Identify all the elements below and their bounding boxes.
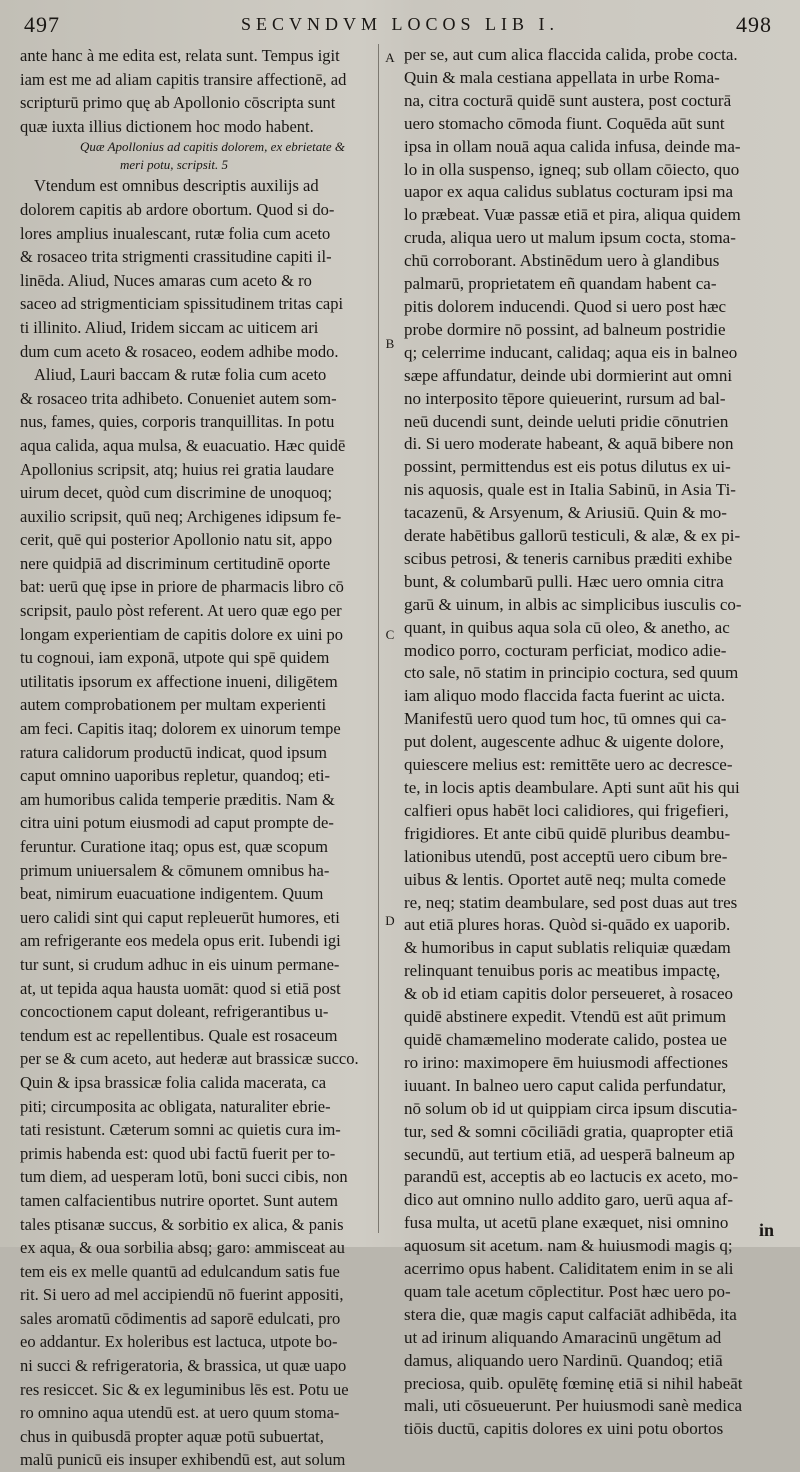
- text-line: nis aquosis, quale est in Italia Sabinū, in Asia Ti-: [404, 480, 736, 500]
- text-line: uero stomacho cōmoda fiunt. Coquēda aūt sunt: [404, 113, 725, 133]
- text-line: uero calidi sint qui caput repleuerūt humores, eti: [20, 907, 340, 927]
- text-line: tacazenū, & Arsyenum, & Ariusiū. Quin & mo-: [404, 503, 727, 523]
- text-line: probe dormire nō possint, ad balneum postridie: [404, 319, 726, 339]
- text-line: quant, in quibus aqua sola cū oleo, & anetho, ac: [404, 617, 730, 637]
- text-line: garū & uinum, in albis ac simplicibus iusculis co-: [404, 594, 742, 614]
- text-line: per se & cum aceto, aut hederæ aut brassicæ succo.: [20, 1049, 359, 1069]
- text-line: longam experientiam de capitis dolore ex uini po: [20, 624, 344, 644]
- text-line: mali, uti cōsueuerunt. Per huiusmodi sanè medica: [404, 1396, 743, 1416]
- text-line: Manifestū uero quod tum hoc, tū omnes qui ca-: [404, 709, 727, 729]
- text-line: sæpe affundatur, deinde ubi dormierint aut omni: [404, 365, 733, 385]
- text-line: put dolent, augescente adhuc & uigente dolore,: [404, 732, 725, 752]
- text-line: sales aromatū cōdimentis ad saporē edulcati, pro: [20, 1308, 341, 1328]
- text-line: bat: uerū quę ipse in priore de pharmacis libro cō: [20, 577, 344, 597]
- text-line: ro irino: maximopere ēm huiusmodi affectiones: [404, 1052, 729, 1072]
- text-line: utilitatis ipsorum ex affectione inueni, diligētem: [20, 671, 338, 691]
- text-line: palmarū, proprietatem eñ quandam habent ca-: [404, 274, 717, 294]
- text-line: ut ad irinum aliquando Amaracinū ungētum ad: [404, 1327, 722, 1347]
- text-line: rit. Si uero ad mel accipiendū nō fuerint appositi,: [20, 1285, 344, 1305]
- text-line: lores amplius inualescant, rutæ folia cum aceto: [20, 223, 331, 243]
- text-line: Apollonius scripsit, atq; huius rei gratia laudare: [20, 459, 334, 479]
- text-line: nere quidpiā ad discriminum certitudinē oporte: [20, 553, 331, 573]
- text-line: lationibus utendū, post acceptū uero cibum bre-: [404, 846, 728, 866]
- text-line: nus, fames, quies, corporis tranquillitas. In potu: [20, 412, 335, 432]
- right-column: [404, 44, 782, 1439]
- text-line: Quin & mala cestiana appellata in urbe Roma-: [404, 67, 720, 87]
- text-line: ratura calidorum productū indicat, quod ipsum: [20, 742, 328, 762]
- text-line: lo præbeat. Vuæ passæ etiā et pira, aliqua quidem: [404, 205, 741, 225]
- text-line: ni succi & refrigeratoria, & brassica, ut quæ uapo: [20, 1356, 347, 1376]
- text-line: autem comprobationem per multam experienti: [20, 695, 327, 715]
- left-column-body: [20, 174, 374, 1472]
- text-line: & ob id etiam capitis dolor perseueret, à rosaceo: [404, 984, 734, 1004]
- text-line: cto sale, nō statim in principio coctura, sed quum: [404, 663, 739, 683]
- text-line: ti illinito. Aliud, Iridem siccam ac uiticem ari: [20, 317, 319, 337]
- text-line: tu cognoui, iam exponā, utpote qui spē quidem: [20, 648, 330, 668]
- text-line: bunt, & columbarū pulli. Hæc uero omnia citra: [404, 571, 724, 591]
- text-line: res resiccet. Sic & ex leguminibus lēs est. Potu ue: [20, 1379, 349, 1399]
- text-line: aut etiā plures horas. Quòd si-quādo ex uaporib.: [404, 915, 731, 935]
- text-line: te, in locis aptis deambulare. Apti sunt aūt his qui: [404, 778, 740, 797]
- text-line: lo in olla suspenso, igneq; sub ollam cōiecto, quo: [404, 159, 740, 179]
- text-line: relinquant tenuibus poris ac meatibus impactę,: [404, 961, 721, 981]
- text-line: Aliud, Lauri baccam & rutæ folia cum aceto: [34, 365, 327, 385]
- left-column: [20, 44, 374, 1470]
- text-line: & rosaceo trita strigmenti crassitudine capiti il-: [20, 247, 332, 267]
- text-line: damus, aliquando uero Nardinū. Quandoq; etiā: [404, 1350, 723, 1370]
- text-line: iam est me ad aliam capitis transire affectionē, ad: [20, 69, 347, 89]
- text-line: tur, sed & somni cōciliādi gratia, quapropter etiā: [404, 1121, 734, 1141]
- text-line: & rosaceo trita adhibeto. Conueniet autem som-: [20, 388, 337, 408]
- text-line: uibus & lentis. Oportet autē neq; multa comede: [404, 869, 726, 889]
- text-line: cruda, aliqua uero ut malum ipsum cocta, stoma-: [404, 228, 736, 248]
- margin-letter-d: D: [385, 913, 395, 928]
- text-line: tendum est ac repellentibus. Quale est rosaceum: [20, 1025, 338, 1045]
- text-line: citra uini potum eiusmodi ad caput prompte de-: [20, 813, 334, 833]
- section-heading: [20, 138, 374, 174]
- text-line: tem eis ex melle quantū ad edulcandum satis fue: [20, 1261, 340, 1281]
- text-line: dum cum aceto & rosaceo, eodem adhibe modo.: [20, 341, 339, 361]
- text-line: stera die, quæ magis caput calfaciāt adhibēda, ita: [404, 1304, 737, 1324]
- left-column-intro: [20, 44, 374, 138]
- text-line: neū ducendi sunt, deinde ueluti pridie cōnutrien: [404, 411, 729, 431]
- text-line: malū punicū eis insuper exhibendū est, aut solum: [20, 1450, 346, 1470]
- text-line: parandū est, acceptis ab eo lactucis ex aceto, mo-: [404, 1167, 739, 1187]
- text-line: auxilio scripsit, quū neq; Archigenes idipsum fe-: [20, 506, 342, 526]
- text-line: quidē chamæmelino moderate calido, postea ue: [404, 1029, 727, 1049]
- text-line: chus in quibusdā propter aquæ potū subuertat,: [20, 1426, 324, 1446]
- text-line: di. Si uero moderate habeant, & aquā bibere non: [404, 434, 734, 454]
- text-line: no interposito tēpore quieuerint, rursum ad bal-: [404, 388, 726, 408]
- text-line: linēda. Aliud, Nuces amaras cum aceto & ro: [20, 270, 312, 290]
- text-line: pitis dolorem inducendi. Quod si uero post hæc: [404, 296, 727, 316]
- heading-line: Quæ Apollonius ad capitis dolorem, ex ebrietate &: [80, 139, 346, 155]
- text-line: ex aqua, & oua sorbilia absq; garo: ammisceat au: [20, 1238, 345, 1258]
- text-line: quidē abstinere expedit. Vtendū est aūt primum: [404, 1007, 727, 1027]
- text-line: na, citra cocturā quidē sunt austera, post cocturā: [404, 90, 732, 110]
- text-line: possint, permittendus est eis potus dilutus ex ui-: [404, 457, 731, 477]
- text-line: derate habētibus gallorū testiculi, & alæ, & ex pi-: [404, 526, 741, 546]
- text-line: at, ut tepida aqua hausta uomāt: quod si etiā post: [20, 978, 341, 998]
- text-line: re, neq; statim deambulare, sed post duas aut tres: [404, 892, 738, 912]
- text-line: cerit, quē qui posterior Apollonio natu sit, appo: [20, 530, 333, 550]
- margin-letter-a: A: [385, 50, 395, 65]
- text-line: saceo ad strigmenticiam spissitudinem tritas capi: [20, 294, 344, 314]
- margin-letter-b: B: [385, 336, 395, 351]
- running-header: [0, 0, 800, 42]
- heading-line: meri potu, scripsit. 5: [120, 157, 228, 173]
- text-line: secundū, aut tertium etiā, ad uesperā balneum ap: [404, 1144, 735, 1164]
- text-line: scripsit, paulo pòst referent. At uero quæ ego per: [20, 601, 342, 621]
- text-line: aqua calida, aqua mulsa, & euacuatio. Hæc quidē: [20, 435, 346, 455]
- text-line: uirum decet, quòd cum discrimine de unoquoq;: [20, 483, 333, 503]
- text-line: caput omnino uaporibus repletur, quandoq; eti-: [20, 766, 331, 786]
- text-line: tamen calfacientibus nutrire oportet. Sunt autem: [20, 1190, 338, 1210]
- text-line: am refrigerante eos medela opus erit. Iubendi igi: [20, 931, 341, 951]
- text-line: modico porro, cocturam perficiat, modico adie-: [404, 640, 727, 660]
- text-line: piti; circumposita ac obligata, naturaliter ebrie-: [20, 1096, 331, 1116]
- text-line: ipsa in ollam nouā aqua calida infusa, deinde ma-: [404, 136, 741, 156]
- text-line: scripturū primo quę ab Apollonio cōscripta sunt: [20, 93, 336, 113]
- text-line: nō solum ob id ut quippiam circa ipsum discutia-: [404, 1098, 738, 1118]
- margin-letter-c: C: [385, 627, 395, 642]
- text-line: am feci. Capitis itaq; dolorem ex uinorum tempe: [20, 719, 341, 739]
- text-line: dico aut omnino nullo addito garo, uerū aqua af-: [404, 1190, 734, 1210]
- text-line: frigidiores. Et ante cibū quidē pluribus deambu-: [404, 823, 731, 843]
- text-line: concoctionem caput doleant, refrigerantibus u-: [20, 1002, 329, 1022]
- text-line: uapor ex aqua calidus sublatus cocturam ipsi ma: [404, 182, 734, 202]
- text-line: iuuant. In balneo uero caput calida perfundatur,: [404, 1075, 727, 1095]
- text-line: quiescere melius est: remittēte uero ac decresce-: [404, 755, 733, 775]
- text-line: primis habenda est: quod ubi factū fuerit per to-: [20, 1143, 336, 1163]
- page-number-right: 498: [736, 12, 772, 37]
- catchword: in: [758, 1220, 774, 1240]
- text-line: tales ptisanæ succus, & sorbitio ex alica, & panis: [20, 1214, 344, 1234]
- text-line: aquosum sit acetum. nam & huiusmodi magis q;: [404, 1236, 733, 1256]
- text-line: eo addantur. Ex holeribus est lactuca, utpote bo-: [20, 1332, 338, 1352]
- text-line: ante hanc à me edita est, relata sunt. Tempus igit: [20, 46, 340, 65]
- text-line: dolorem capitis ab ardore obortum. Quod si do-: [20, 199, 335, 219]
- text-line: acerrimo opus habent. Caliditatem enim in se ali: [404, 1259, 734, 1279]
- text-line: primum uniuersalem & cōmunem omnibus ha-: [20, 860, 330, 880]
- text-line: Vtendum est omnibus descriptis auxilijs ad: [34, 176, 319, 196]
- text-line: tum diem, ad uesperam lotū, boni succi cibis, non: [20, 1167, 348, 1187]
- text-line: iam aliquo modo flaccida facta fuerint ac uicta.: [404, 686, 725, 706]
- text-line: Quin & ipsa brassicæ folia calida macerata, ca: [20, 1072, 327, 1092]
- text-line: quam tale acetum cōplectitur. Post hæc uero po-: [404, 1281, 731, 1301]
- text-line: & humoribus in caput sublatis reliquiæ quædam: [404, 938, 731, 958]
- text-line: tiōis ductū, capitis dolores ex uini potu obortos: [404, 1419, 724, 1439]
- text-line: q; celerrime inducant, calidaq; aqua eis in balneo: [404, 342, 738, 362]
- running-title: SECVNDVM LOCOS LIB I.: [240, 14, 559, 34]
- text-line: beat, nimirum euacuatione indigentem. Quum: [20, 884, 324, 904]
- text-line: chū corroborant. Abstinēdum uero à glandibus: [404, 251, 720, 271]
- text-line: tur sunt, si crudum adhuc in eis uinum permane-: [20, 954, 340, 974]
- column-divider: [378, 44, 379, 1233]
- page-number-left: 497: [24, 12, 60, 37]
- text-line: ro omnino aqua utendū est. at uero quum stoma-: [20, 1403, 340, 1423]
- text-line: am humoribus calida temperie præditis. Nam &: [20, 789, 335, 809]
- text-line: per se, aut cum alica flaccida calida, probe cocta.: [404, 45, 738, 64]
- text-line: calfieri opus habēt loci calidiores, qui frigefieri,: [404, 800, 729, 820]
- text-line: preciosa, quib. opulētę fœminę etiā si nihil habeāt: [404, 1373, 743, 1393]
- text-line: tati resistunt. Cæterum somni ac quietis cura im-: [20, 1120, 341, 1140]
- text-line: fusa multa, ut acetū plane exæquet, nisi omnino: [404, 1213, 729, 1233]
- text-line: quæ iuxta illius dictionem hoc modo habent.: [20, 116, 314, 136]
- right-column-body: [404, 44, 782, 1441]
- text-line: feruntur. Curatione itaq; opus est, quæ scopum: [20, 837, 328, 856]
- text-line: scibus petrosi, & teneris carnibus præditi exhibe: [404, 548, 733, 568]
